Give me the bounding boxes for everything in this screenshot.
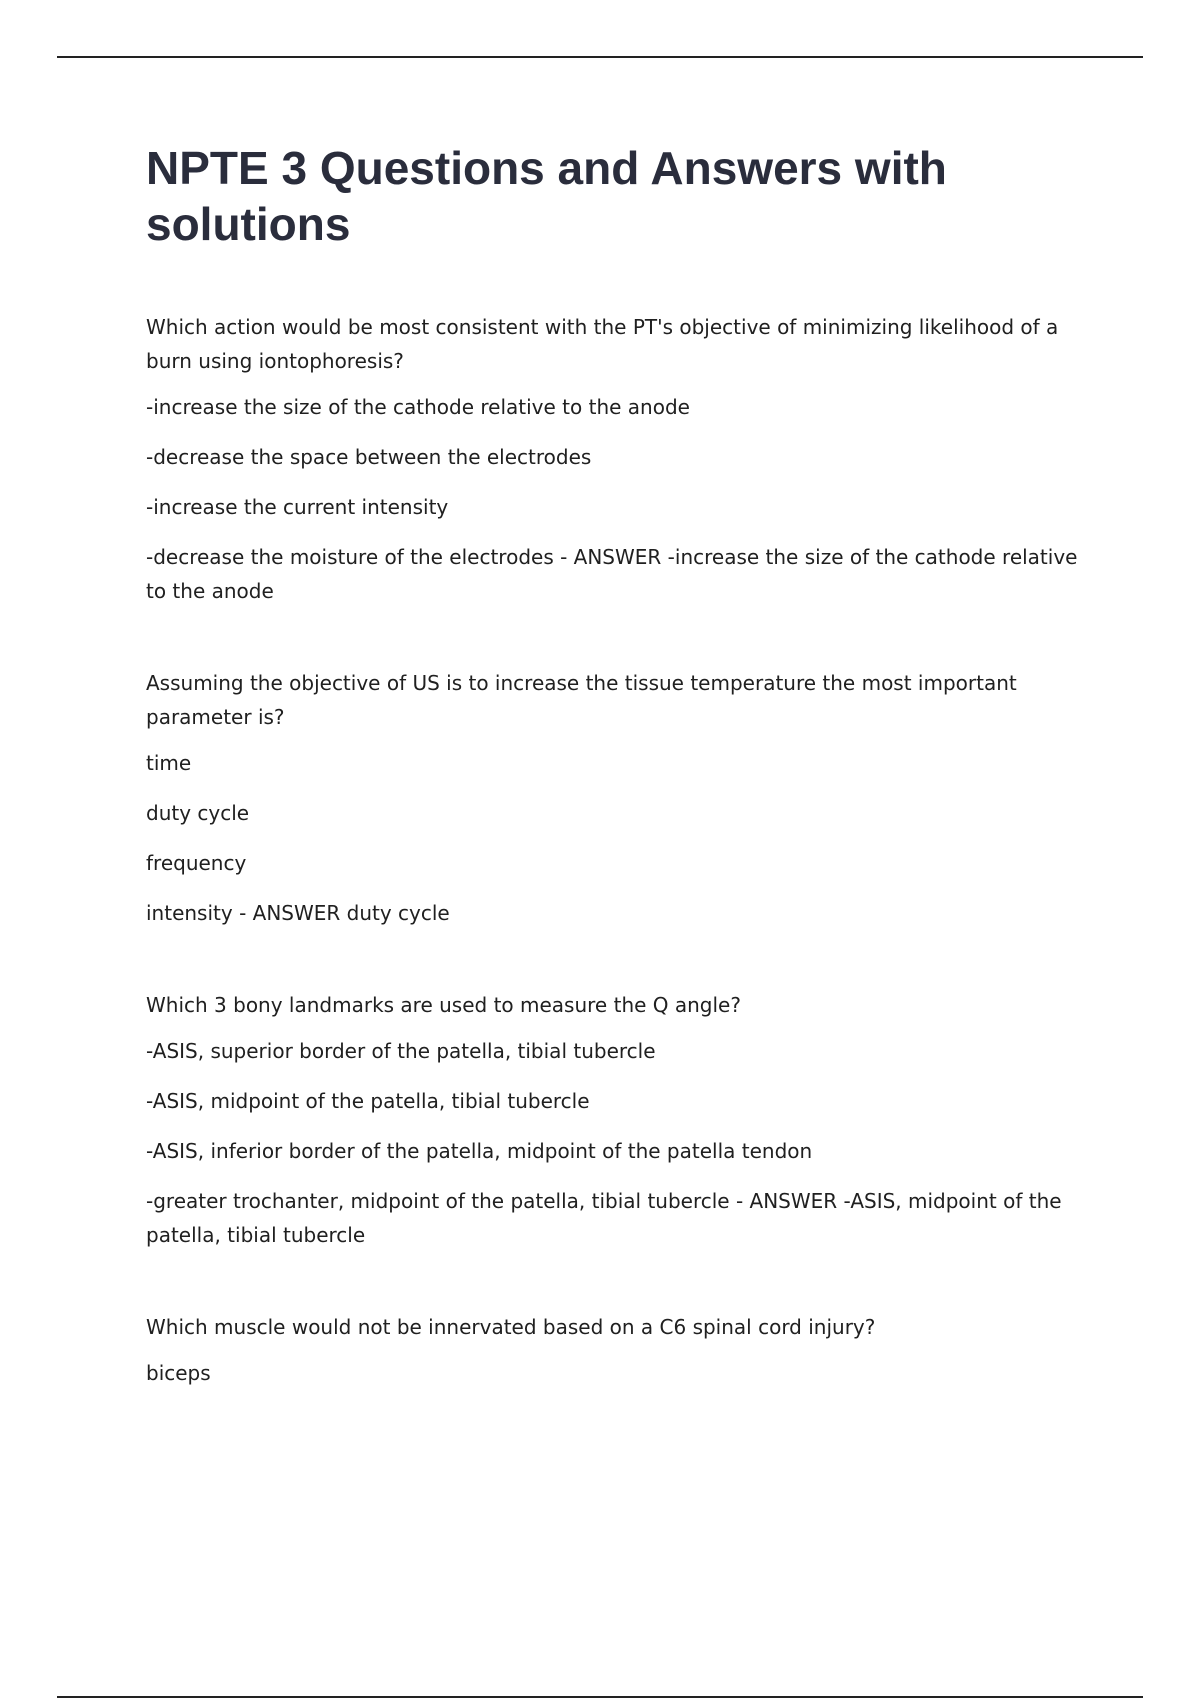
document-title: NPTE 3 Questions and Answers with solutions [146,142,947,250]
answer-option: -ASIS, inferior border of the patella, midpoint of the patella tendon [146,1139,813,1163]
qa-block-3 [146,988,1091,1252]
answer-option: -decrease the space between the electrodes [146,445,592,469]
answer-option: -decrease the moisture of the electrodes - ANSWER -increase the size of the cathode relative to the anode [146,545,1078,603]
answer-option: frequency [146,851,247,875]
answer-option: time [146,751,192,775]
qa-block-4 [146,1310,1091,1390]
question-text: Which 3 bony landmarks are used to measure the Q angle? [146,993,741,1017]
answer-option: intensity - ANSWER duty cycle [146,901,450,925]
answer-option: -ASIS, superior border of the patella, tibial tubercle [146,1039,656,1063]
top-rule [57,56,1143,58]
answer-option: -ASIS, midpoint of the patella, tibial tubercle [146,1089,590,1113]
question-text: Which action would be most consistent with the PT's objective of minimizing likelihood of a burn using iontophoresis? [146,315,1059,373]
answer-option: duty cycle [146,801,250,825]
bottom-rule [57,1696,1143,1698]
answer-option: -increase the size of the cathode relative to the anode [146,395,690,419]
question-text: Which muscle would not be innervated based on a C6 spinal cord injury? [146,1315,876,1339]
answer-option: -increase the current intensity [146,495,449,519]
answer-option: -greater trochanter, midpoint of the patella, tibial tubercle - ANSWER -ASIS, midpoint of the patella, tibial tubercle [146,1189,1062,1247]
qa-block-2 [146,666,1091,930]
answer-option: biceps [146,1361,211,1385]
document-body [146,140,1091,1448]
qa-block-1 [146,310,1091,608]
question-text: Assuming the objective of US is to increase the tissue temperature the most important parameter is? [146,671,1017,729]
